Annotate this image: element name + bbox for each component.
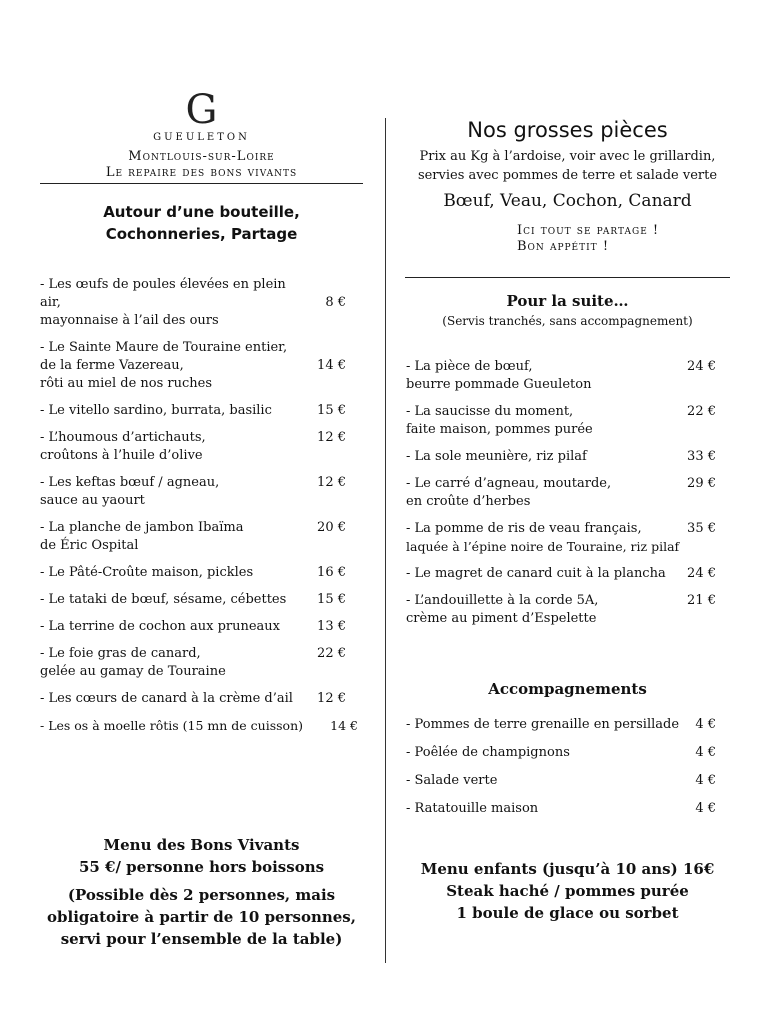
item-name: - La sole meunière, riz pilaf	[406, 449, 587, 464]
logo-mark: G	[185, 87, 218, 133]
item-name: - Pommes de terre grenaille en persillade	[406, 717, 680, 732]
item-desc: beurre pommade Gueuleton	[406, 377, 592, 392]
menu-item	[40, 717, 358, 735]
item-price: 33 €	[687, 449, 716, 464]
item-price: 22 €	[687, 404, 716, 419]
item-price: 29 €	[687, 476, 716, 491]
city-name: Montlouis-sur-Loire	[128, 149, 275, 164]
suite-header	[405, 290, 730, 331]
menu-item	[40, 474, 350, 510]
menu-enfants	[405, 858, 730, 924]
item-price: 12 €	[317, 430, 346, 445]
menu-item	[40, 402, 350, 420]
item-price: 16 €	[317, 565, 346, 580]
left-section-title	[40, 201, 363, 245]
item-desc: laquée à l’épine noire de Touraine, riz pilaf	[406, 539, 680, 554]
share-note: Ici tout se partage !	[517, 223, 660, 238]
item-name: - Ratatouille maison	[406, 801, 539, 816]
restaurant-logo	[40, 87, 363, 181]
tagline: Le repaire des bons vivants	[105, 165, 298, 180]
right-header-rule	[405, 277, 730, 278]
column-divider	[385, 118, 386, 963]
item-name: - Le carré d’agneau, moutarde,	[406, 476, 612, 491]
menu-note: obligatoire à partir de 10 personnes,	[47, 908, 356, 926]
item-price: 12 €	[317, 475, 346, 490]
side-item	[406, 772, 720, 790]
menu-item	[406, 475, 720, 511]
item-price: 24 €	[687, 566, 716, 581]
item-price: 14 €	[317, 358, 346, 373]
brand-name: GUEULETON	[153, 132, 250, 143]
kids-menu-line: 1 boule de glace ou sorbet	[456, 904, 679, 922]
section-subtitle: (Servis tranchés, sans accompagnement)	[442, 314, 693, 328]
item-price: 4 €	[695, 717, 716, 732]
item-name: - La planche de jambon Ibaïma	[40, 520, 244, 535]
menu-item	[406, 520, 720, 556]
grosses-pieces-section	[405, 118, 730, 255]
item-name: - La pomme de ris de veau français,	[406, 521, 642, 536]
menu-price: 55 €/ personne hors boissons	[78, 858, 325, 876]
item-name: - L’houmous d’artichauts,	[40, 430, 206, 445]
item-price: 8 €	[325, 295, 346, 310]
item-name: - Salade verte	[406, 773, 498, 788]
menu-item	[406, 448, 720, 466]
item-name: - Poêlée de champignons	[406, 745, 570, 760]
suite-menu-list	[406, 358, 720, 637]
item-price: 14 €	[330, 718, 358, 733]
accompagnements-list	[406, 716, 720, 828]
item-name: - Les œufs de poules élevées en plein air,	[40, 277, 286, 310]
item-desc: faite maison, pommes purée	[406, 422, 593, 437]
side-item	[406, 800, 720, 818]
item-price: 21 €	[687, 593, 716, 608]
menu-item	[406, 403, 720, 439]
item-name: - Le vitello sardino, burrata, basilic	[40, 403, 272, 418]
menu-item	[40, 519, 350, 555]
kids-menu-title: Menu enfants (jusqu’à 10 ans) 16€	[420, 860, 715, 878]
item-desc: en croûte d’herbes	[406, 494, 531, 509]
meat-list: Bœuf, Veau, Cochon, Canard	[443, 191, 692, 211]
menu-item	[40, 645, 350, 681]
accompagnements-header	[405, 678, 730, 700]
item-price: 15 €	[317, 403, 346, 418]
item-price: 15 €	[317, 592, 346, 607]
section-subtitle: servies avec pommes de terre et salade verte	[417, 168, 718, 183]
menu-item	[406, 565, 720, 583]
item-name: - La saucisse du moment,	[406, 404, 574, 419]
item-price: 20 €	[317, 520, 346, 535]
item-name: - Le foie gras de canard,	[40, 646, 201, 661]
item-price: 12 €	[317, 691, 346, 706]
menu-note: servi pour l’ensemble de la table)	[60, 930, 343, 948]
menu-item	[40, 690, 350, 708]
header-rule	[40, 183, 363, 184]
menu-title: Menu des Bons Vivants	[103, 836, 300, 854]
item-name: - Le tataki de bœuf, sésame, cébettes	[40, 592, 287, 607]
menu-note: (Possible dès 2 personnes, mais	[67, 886, 336, 904]
item-name: - Le Pâté-Croûte maison, pickles	[40, 565, 254, 580]
section-title-line1: Autour d’une bouteille,	[103, 203, 300, 221]
menu-item	[406, 358, 720, 394]
side-item	[406, 744, 720, 762]
item-name: - La terrine de cochon aux pruneaux	[40, 619, 280, 634]
menu-item	[40, 618, 350, 636]
item-price: 4 €	[695, 801, 716, 816]
item-name: - Le magret de canard cuit à la plancha	[406, 566, 666, 581]
side-item	[406, 716, 720, 734]
item-name: - L’andouillette à la corde 5A,	[406, 593, 599, 608]
item-desc: crème au piment d’Espelette	[406, 611, 597, 626]
item-desc: croûtons à l’huile d’olive	[40, 448, 203, 463]
item-price: 4 €	[695, 745, 716, 760]
left-menu-list	[40, 276, 358, 744]
menu-item	[40, 564, 350, 582]
menu-item	[406, 592, 720, 628]
item-desc: gelée au gamay de Touraine	[40, 664, 226, 679]
item-price: 22 €	[317, 646, 346, 661]
section-title: Accompagnements	[488, 680, 647, 698]
item-price: 35 €	[687, 521, 716, 536]
item-desc: rôti au miel de nos ruches	[40, 376, 213, 391]
section-subtitle: Prix au Kg à l’ardoise, voir avec le grillardin,	[419, 149, 716, 164]
item-desc: de Éric Ospital	[40, 538, 139, 553]
item-name: - Les os à moelle rôtis (15 mn de cuisson)	[40, 718, 304, 733]
item-name: - Le Sainte Maure de Touraine entier,	[40, 340, 288, 355]
menu-bons-vivants	[40, 834, 363, 950]
item-desc: sauce au yaourt	[40, 493, 145, 508]
item-desc: mayonnaise à l’ail des ours	[40, 313, 219, 328]
share-note: Bon appétit !	[517, 239, 610, 254]
item-price: 4 €	[695, 773, 716, 788]
menu-item	[40, 339, 350, 393]
item-name: - Les keftas bœuf / agneau,	[40, 475, 220, 490]
item-name: - Les cœurs de canard à la crème d’ail	[40, 691, 293, 706]
kids-menu-line: Steak haché / pommes purée	[446, 882, 689, 900]
menu-item	[40, 591, 350, 609]
section-title: Pour la suite…	[506, 292, 629, 310]
item-name: - La pièce de bœuf,	[406, 359, 533, 374]
item-price: 13 €	[317, 619, 346, 634]
item-price: 24 €	[687, 359, 716, 374]
menu-item	[40, 429, 350, 465]
section-title-line2: Cochonneries, Partage	[105, 225, 298, 243]
item-desc: de la ferme Vazereau,	[40, 358, 184, 373]
section-title: Nos grosses pièces	[467, 118, 668, 142]
menu-item	[40, 276, 350, 330]
